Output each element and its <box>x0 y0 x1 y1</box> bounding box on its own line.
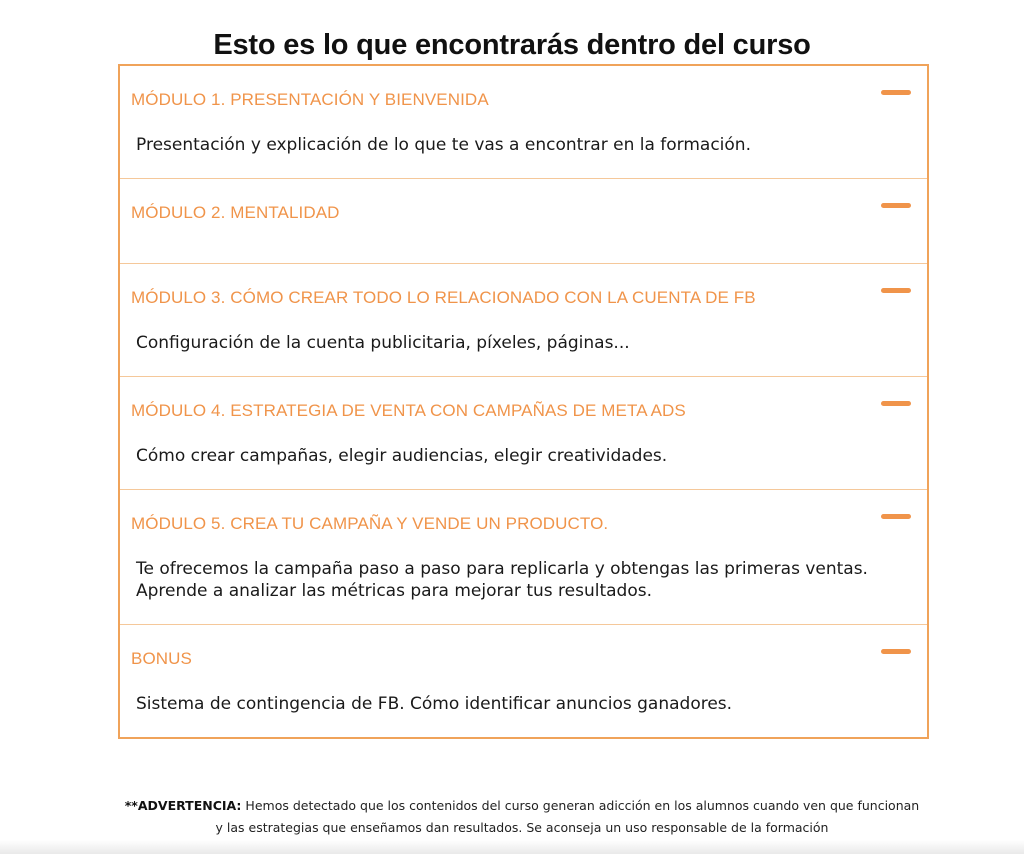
module-3-content <box>120 328 927 376</box>
module-5-content <box>120 554 927 624</box>
module-5-item <box>120 489 927 624</box>
module-3-header[interactable] <box>120 264 927 328</box>
module-1-text: Presentación y explicación de lo que te vas a encontrar en la formación. <box>136 135 751 155</box>
bonus-item <box>120 624 927 737</box>
warning-text: Hemos detectado que los contenidos del curso generan adicción en los alumnos cuando ven que funcionan y las estrategias que enseñamos dan resultados. Se aconseja un uso responsable de la formación <box>215 798 920 835</box>
minus-icon[interactable] <box>881 514 911 520</box>
page-title: Esto es lo que encontrarás dentro del curso <box>213 29 811 62</box>
bonus-header[interactable] <box>120 625 927 689</box>
module-1-content <box>120 130 927 178</box>
module-3-title: MÓDULO 3. CÓMO CREAR TODO LO RELACIONADO CON LA CUENTA DE FB <box>131 288 756 307</box>
minus-icon[interactable] <box>881 288 911 294</box>
minus-icon[interactable] <box>881 649 911 655</box>
bonus-text: Sistema de contingencia de FB. Cómo identificar anuncios ganadores. <box>136 694 733 714</box>
module-3-item <box>120 263 927 376</box>
module-2-title: MÓDULO 2. MENTALIDAD <box>131 203 340 222</box>
warning-label: **ADVERTENCIA: <box>124 798 242 813</box>
module-5-text-line-2: Aprende a analizar las métricas para mejorar tus resultados. <box>136 581 652 601</box>
minus-icon[interactable] <box>881 90 911 96</box>
module-1-item <box>120 66 927 178</box>
bonus-title: BONUS <box>131 649 192 668</box>
module-4-content <box>120 441 927 489</box>
warning-note <box>120 795 924 839</box>
minus-icon[interactable] <box>881 401 911 407</box>
module-4-header[interactable] <box>120 377 927 441</box>
module-5-text-line-1: Te ofrecemos la campaña paso a paso para replicarla y obtengas las primeras ventas. <box>136 559 868 579</box>
module-5-title: MÓDULO 5. CREA TU CAMPAÑA Y VENDE UN PRODUCTO. <box>131 514 609 533</box>
module-4-item <box>120 376 927 489</box>
module-1-header[interactable] <box>120 66 927 130</box>
bottom-fade <box>0 840 1024 854</box>
module-1-title: MÓDULO 1. PRESENTACIÓN Y BIENVENIDA <box>131 90 489 109</box>
module-4-title: MÓDULO 4. ESTRATEGIA DE VENTA CON CAMPAÑAS DE META ADS <box>131 401 686 420</box>
module-2-item <box>120 178 927 263</box>
module-5-header[interactable] <box>120 490 927 554</box>
course-modules-accordion <box>118 64 929 739</box>
module-4-text: Cómo crear campañas, elegir audiencias, elegir creatividades. <box>136 446 668 466</box>
bonus-content <box>120 689 927 737</box>
module-2-header[interactable] <box>120 179 927 263</box>
minus-icon[interactable] <box>881 203 911 209</box>
module-3-text: Configuración de la cuenta publicitaria, píxeles, páginas... <box>136 333 630 353</box>
